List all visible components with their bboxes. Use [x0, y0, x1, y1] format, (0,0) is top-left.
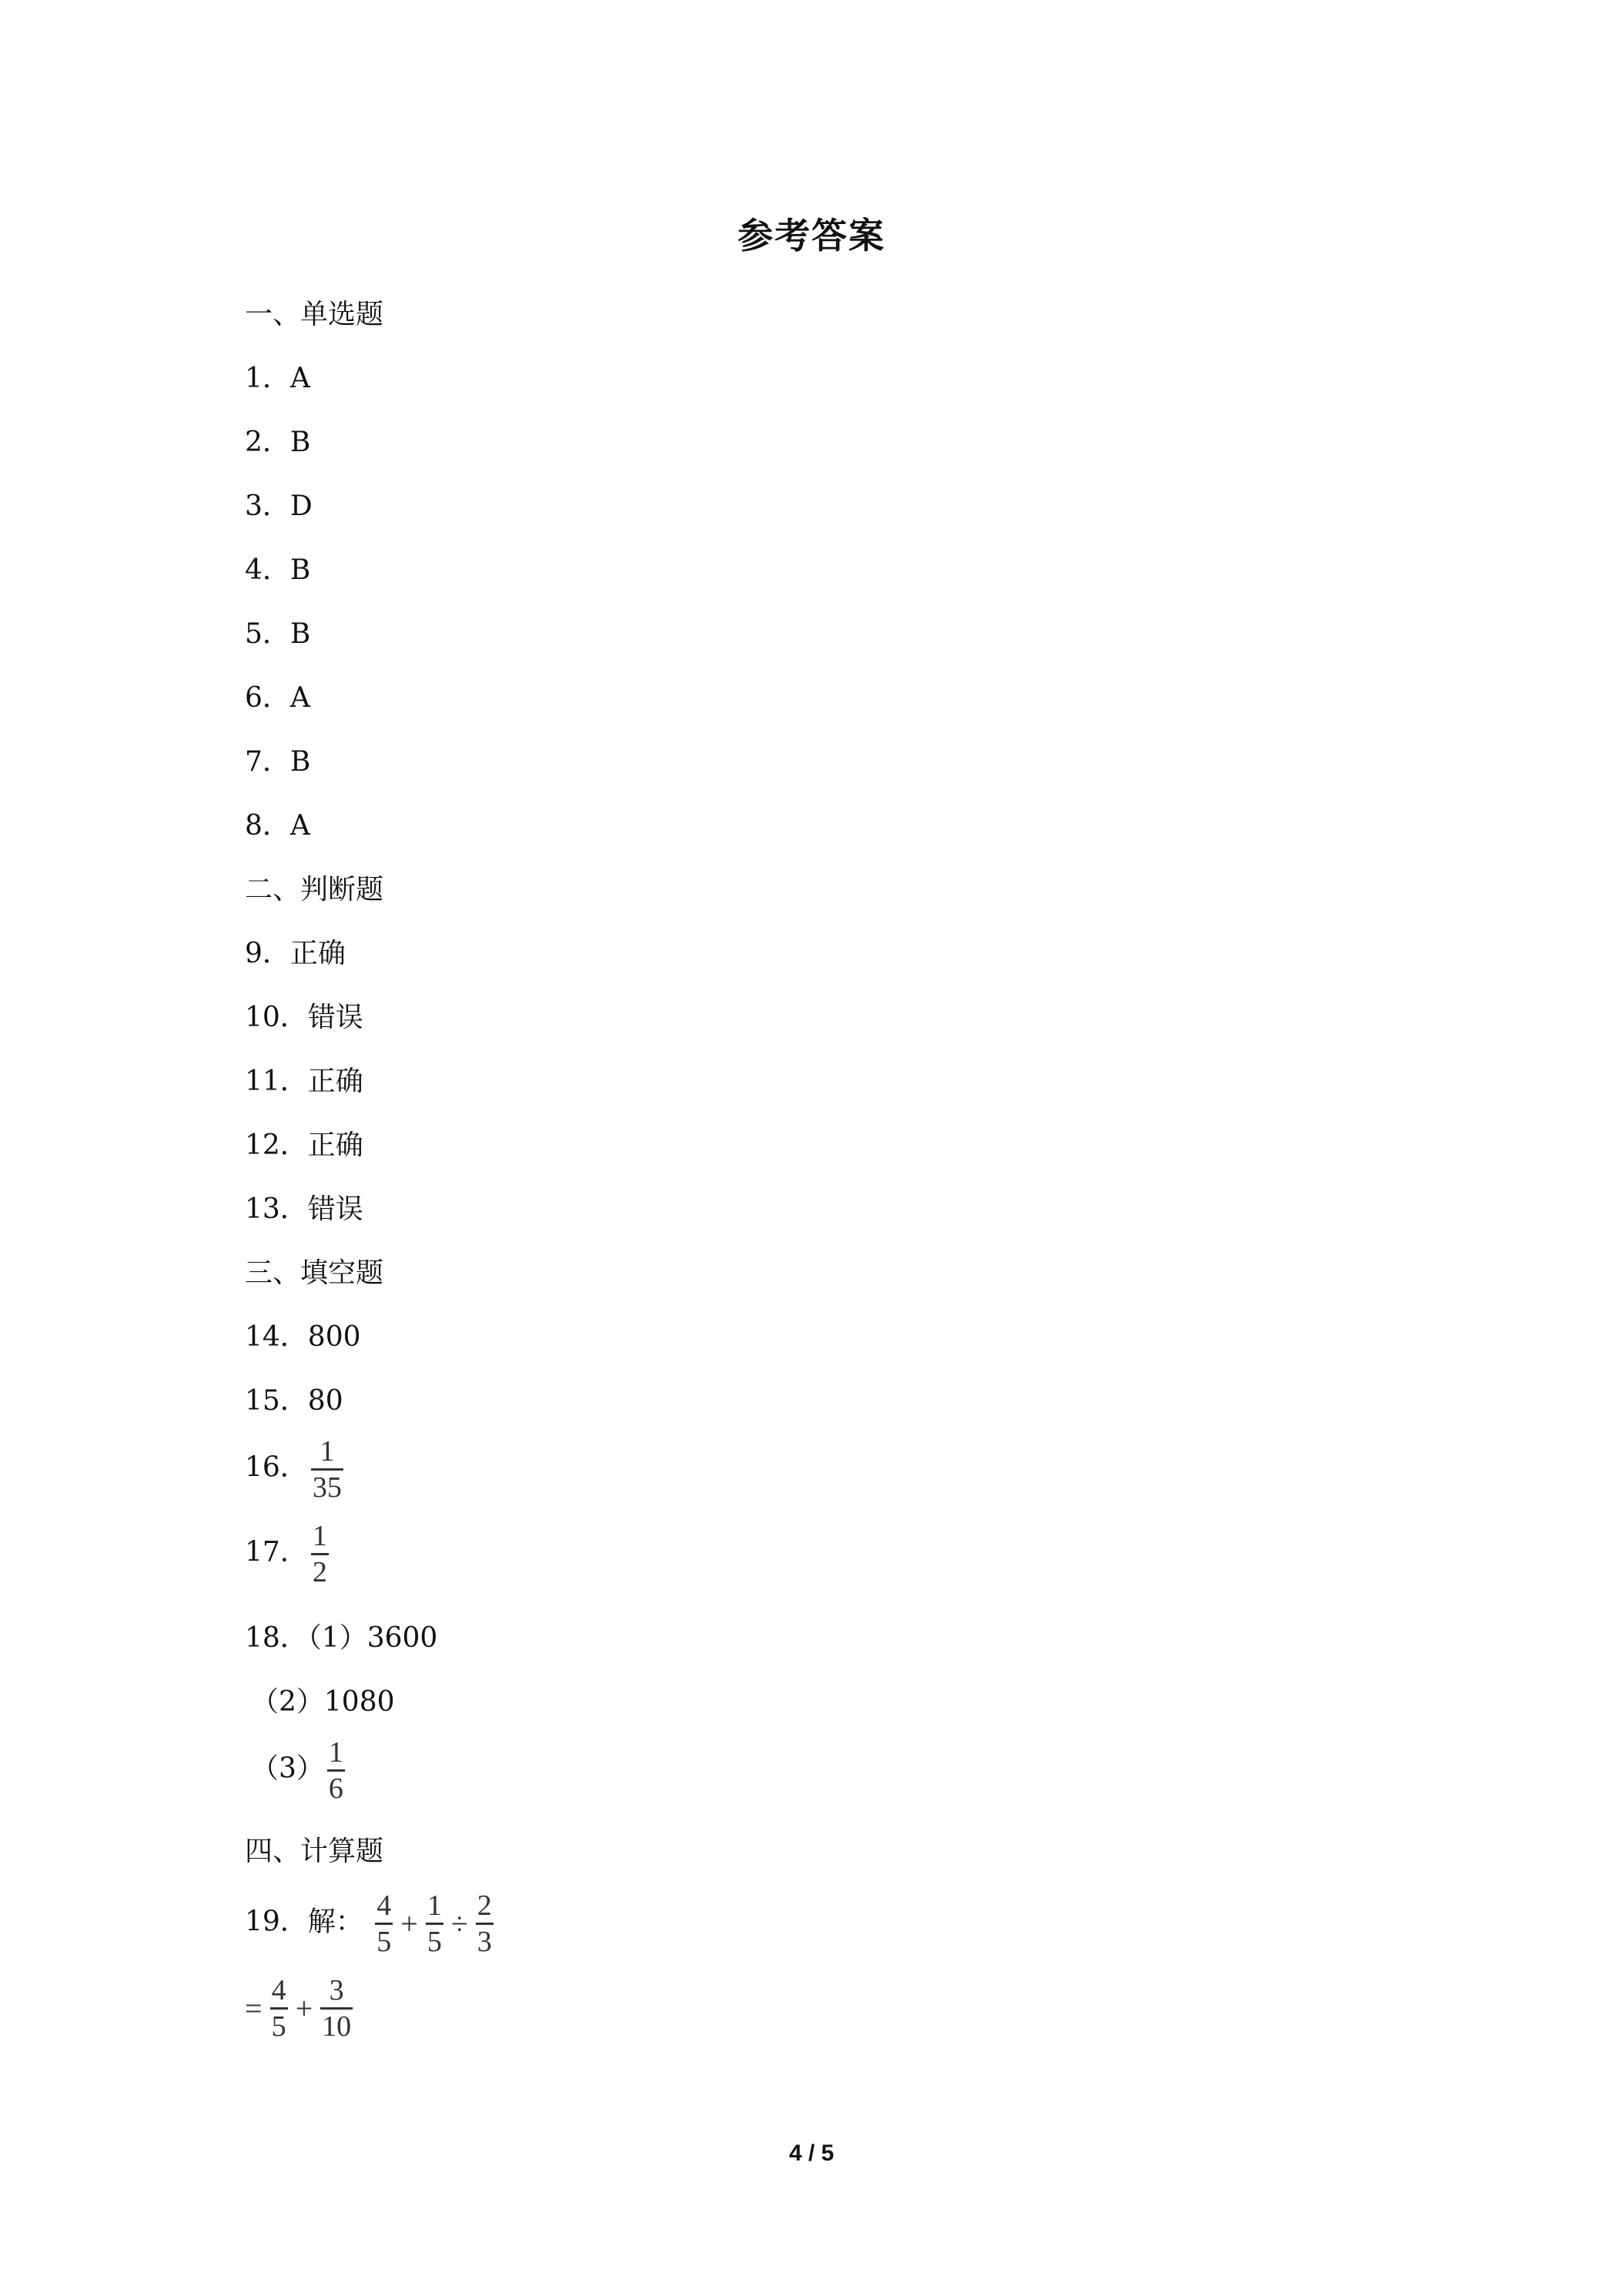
fraction [320, 1976, 353, 2041]
answer-line: 4．B [245, 554, 311, 586]
fraction-numerator: 4 [271, 1974, 286, 2006]
answer-line: 3．D [245, 490, 313, 522]
section-heading: 三、填空题 [245, 1257, 384, 1289]
fraction-denominator: 2 [311, 1553, 329, 1587]
fraction [270, 1976, 288, 2041]
answer-line: （2）1080 [251, 1686, 395, 1718]
plus-operator: + [400, 1906, 418, 1941]
answer-line: 1．A [245, 363, 310, 394]
answer-line-18-3 [251, 1738, 348, 1803]
answer-line: 13．错误 [245, 1193, 363, 1225]
answer-line: 5．B [245, 618, 311, 650]
fraction [476, 1891, 494, 1956]
fraction-denominator: 35 [311, 1468, 343, 1502]
answer-number: 19．解： [245, 1906, 363, 1938]
equals-sign: = [245, 1990, 263, 2026]
page-title: 参考答案 [738, 215, 885, 256]
fraction [311, 1521, 329, 1587]
fraction-numerator: 4 [376, 1889, 392, 1922]
answer-line: 12．正确 [245, 1130, 363, 1161]
fraction-denominator: 5 [426, 1923, 443, 1956]
divide-operator: ÷ [450, 1906, 468, 1941]
section-heading: 一、单选题 [245, 299, 384, 330]
section-heading: 二、判断题 [245, 874, 384, 905]
fraction-denominator: 5 [375, 1923, 393, 1956]
plus-operator: + [295, 1990, 313, 2026]
fraction-denominator: 6 [327, 1769, 345, 1803]
answer-number: （3） [251, 1752, 324, 1785]
fraction-denominator: 3 [476, 1923, 494, 1956]
answer-line: 2．B [245, 427, 311, 458]
fraction-denominator: 10 [320, 2007, 353, 2041]
answer-line-16 [245, 1437, 346, 1502]
fraction [375, 1891, 393, 1956]
page-number: 4 / 5 [788, 2140, 835, 2166]
fraction [426, 1891, 443, 1956]
fraction-numerator: 1 [328, 1736, 343, 1769]
fraction [311, 1437, 343, 1502]
fraction-numerator: 1 [320, 1435, 335, 1468]
answer-number: 17． [245, 1536, 308, 1568]
answer-line-19 [245, 1891, 497, 1956]
answer-line: 10．错误 [245, 1002, 363, 1033]
answer-line-17 [245, 1521, 332, 1587]
answer-line: 15．80 [245, 1385, 343, 1417]
answer-line: 18．（1）3600 [245, 1622, 438, 1654]
fraction-denominator: 5 [270, 2007, 288, 2041]
section-heading: 四、计算题 [245, 1836, 384, 1867]
fraction-numerator: 1 [312, 1520, 327, 1552]
answer-line: 6．A [245, 682, 310, 714]
fraction-numerator: 3 [329, 1974, 344, 2006]
fraction-numerator: 1 [427, 1889, 442, 1922]
answer-line: 14．800 [245, 1321, 361, 1353]
answer-line-19-step [245, 1976, 356, 2041]
fraction [327, 1738, 345, 1803]
answer-number: 16． [245, 1451, 308, 1484]
answer-line: 11．正确 [245, 1066, 363, 1097]
answer-line: 7．B [245, 746, 311, 778]
answer-line: 8．A [245, 810, 310, 842]
answer-line: 9．正确 [245, 938, 346, 969]
fraction-numerator: 2 [477, 1889, 492, 1922]
